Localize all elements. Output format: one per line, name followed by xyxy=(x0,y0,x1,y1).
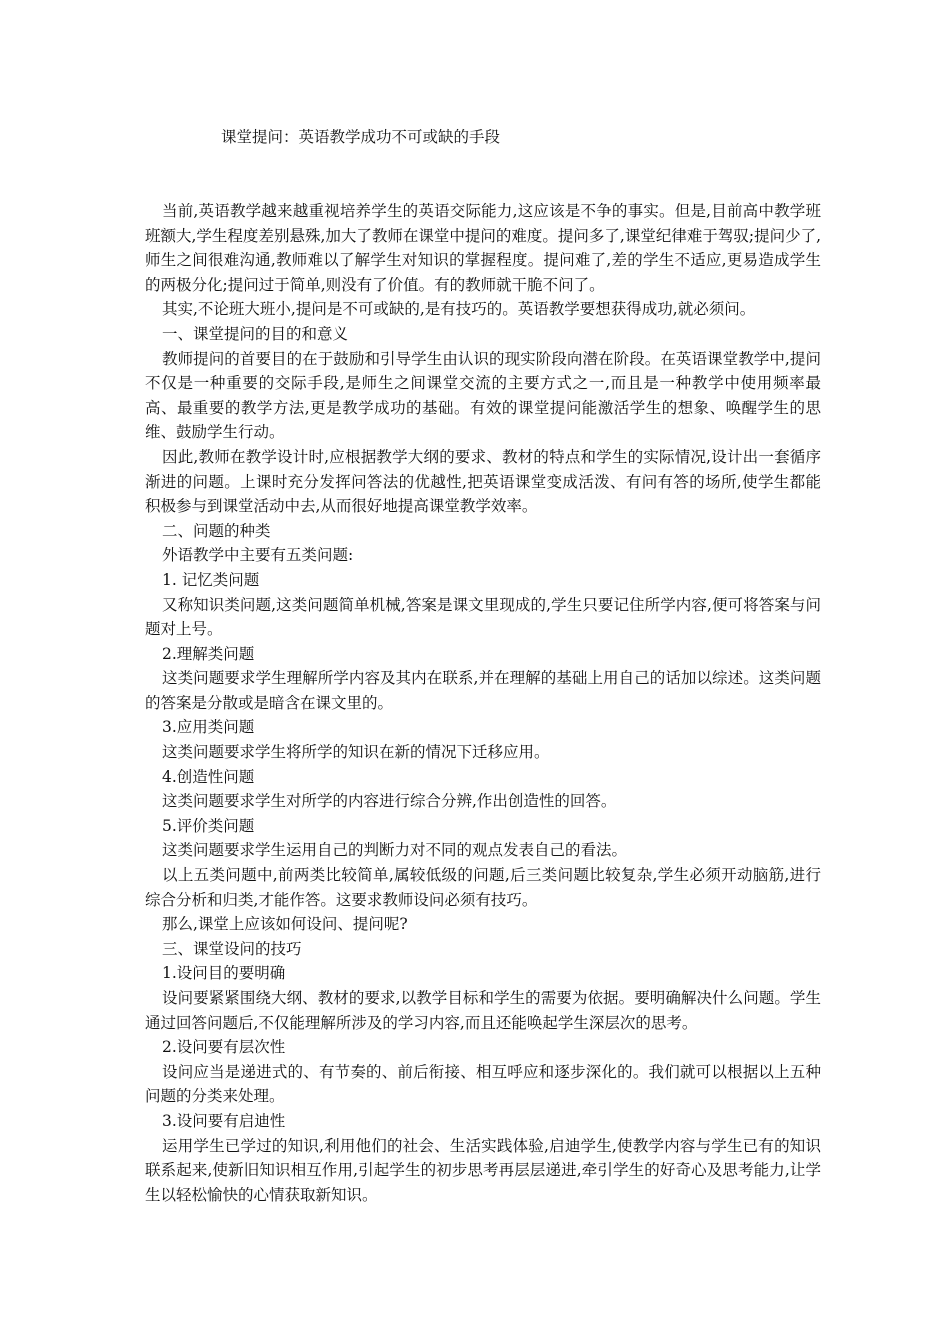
body-paragraph: 以上五类问题中,前两类比较简单,属较低级的问题,后三类问题比较复杂,学生必须开动脑筋,进行综合分析和归类,才能作答。这要求教师设问必须有技巧。 xyxy=(145,866,821,909)
subheading-application: 3.应用类问题 xyxy=(162,718,255,737)
subheading-memory: 1. 记忆类问题 xyxy=(162,570,260,589)
subheading-evaluation: 5.评价类问题 xyxy=(162,816,255,835)
body-paragraph: 这类问题要求学生对所学的内容进行综合分辨,作出创造性的回答。 xyxy=(162,792,617,811)
section-heading-question-types: 二、问题的种类 xyxy=(162,521,271,540)
thesis-paragraph: 其实,不论班大班小,提问是不可或缺的,是有技巧的。英语教学要想获得成功,就必须问。 xyxy=(162,300,756,319)
body-paragraph: 这类问题要求学生运用自己的判断力对不同的观点发表自己的看法。 xyxy=(162,841,628,860)
body-paragraph: 教师提问的首要目的在于鼓励和引导学生由认识的现实阶段向潜在阶段。在英语课堂教学中,提问不仅是一种重要的交际手段,是师生之间课堂交流的主要方式之一,而且是一种教学中使用频率最高、最重要的教学方法,更是教学成功的基础。有效的课堂提问能激活学生的想象、唤醒学生的思维、鼓励学生行动。 xyxy=(145,349,821,442)
body-paragraph: 那么,课堂上应该如何设问、提问呢? xyxy=(162,915,408,934)
subheading-comprehension: 2.理解类问题 xyxy=(162,644,255,663)
section-heading-techniques: 三、课堂设问的技巧 xyxy=(162,939,302,958)
subheading-creative: 4.创造性问题 xyxy=(162,767,255,786)
body-paragraph: 又称知识类问题,这类问题简单机械,答案是课文里现成的,学生只要记住所学内容,便可将答案与问题对上号。 xyxy=(145,595,821,639)
subheading-clear-purpose: 1.设问目的要明确 xyxy=(162,964,286,983)
intro-paragraph: 当前,英语教学越来越重视培养学生的英语交际能力,这应该是不争的事实。但是,目前高中教学班班额大,学生程度差别悬殊,加大了教师在课堂中提问的难度。提问多了,课堂纪律难于驾驭;提问少了,师生之间很难沟通,教师难以了解学生对知识的掌握程度。提问难了,差的学生不适应,更易造成学生的两极分化;提问过于简单,则没有了价值。有的教师就干脆不问了。 xyxy=(145,202,821,294)
body-paragraph: 运用学生已学过的知识,利用他们的社会、生活实践体验,启迪学生,使教学内容与学生已有的知识联系起来,使新旧知识相互作用,引起学生的初步思考再层层递进,牵引学生的好奇心及思考能力,让学生以轻松愉快的心情获取新知识。 xyxy=(145,1136,821,1204)
section-heading-purpose: 一、课堂提问的目的和意义 xyxy=(162,324,349,343)
document-title: 课堂提问：英语教学成功不可或缺的手段 xyxy=(221,128,501,146)
body-paragraph: 这类问题要求学生理解所学内容及其内在联系,并在理解的基础上用自己的话加以综述。这类问题的答案是分散或是暗含在课文里的。 xyxy=(145,669,821,712)
subheading-layered: 2.设问要有层次性 xyxy=(162,1038,286,1057)
body-paragraph: 外语教学中主要有五类问题: xyxy=(162,546,354,565)
body-paragraph: 这类问题要求学生将所学的知识在新的情况下迁移应用。 xyxy=(162,743,550,762)
subheading-inspiring: 3.设问要有启迪性 xyxy=(162,1111,286,1130)
body-paragraph: 因此,教师在教学设计时,应根据教学大纲的要求、教材的特点和学生的实际情况,设计出一套循序渐进的问题。上课时充分发挥问答法的优越性,把英语课堂变成活泼、有问有答的场所,使学生都能积极参与到课堂活动中去,从而很好地提高课堂教学效率。 xyxy=(145,447,821,516)
body-paragraph: 设问应当是递进式的、有节奏的、前后衔接、相互呼应和逐步深化的。我们就可以根据以上五种问题的分类来处理。 xyxy=(145,1062,821,1106)
document-body xyxy=(145,199,821,1207)
body-paragraph: 设问要紧紧围绕大纲、教材的要求,以教学目标和学生的需要为依据。要明确解决什么问题。学生通过回答问题后,不仅能理解所涉及的学习内容,而且还能唤起学生深层次的思考。 xyxy=(145,989,821,1032)
